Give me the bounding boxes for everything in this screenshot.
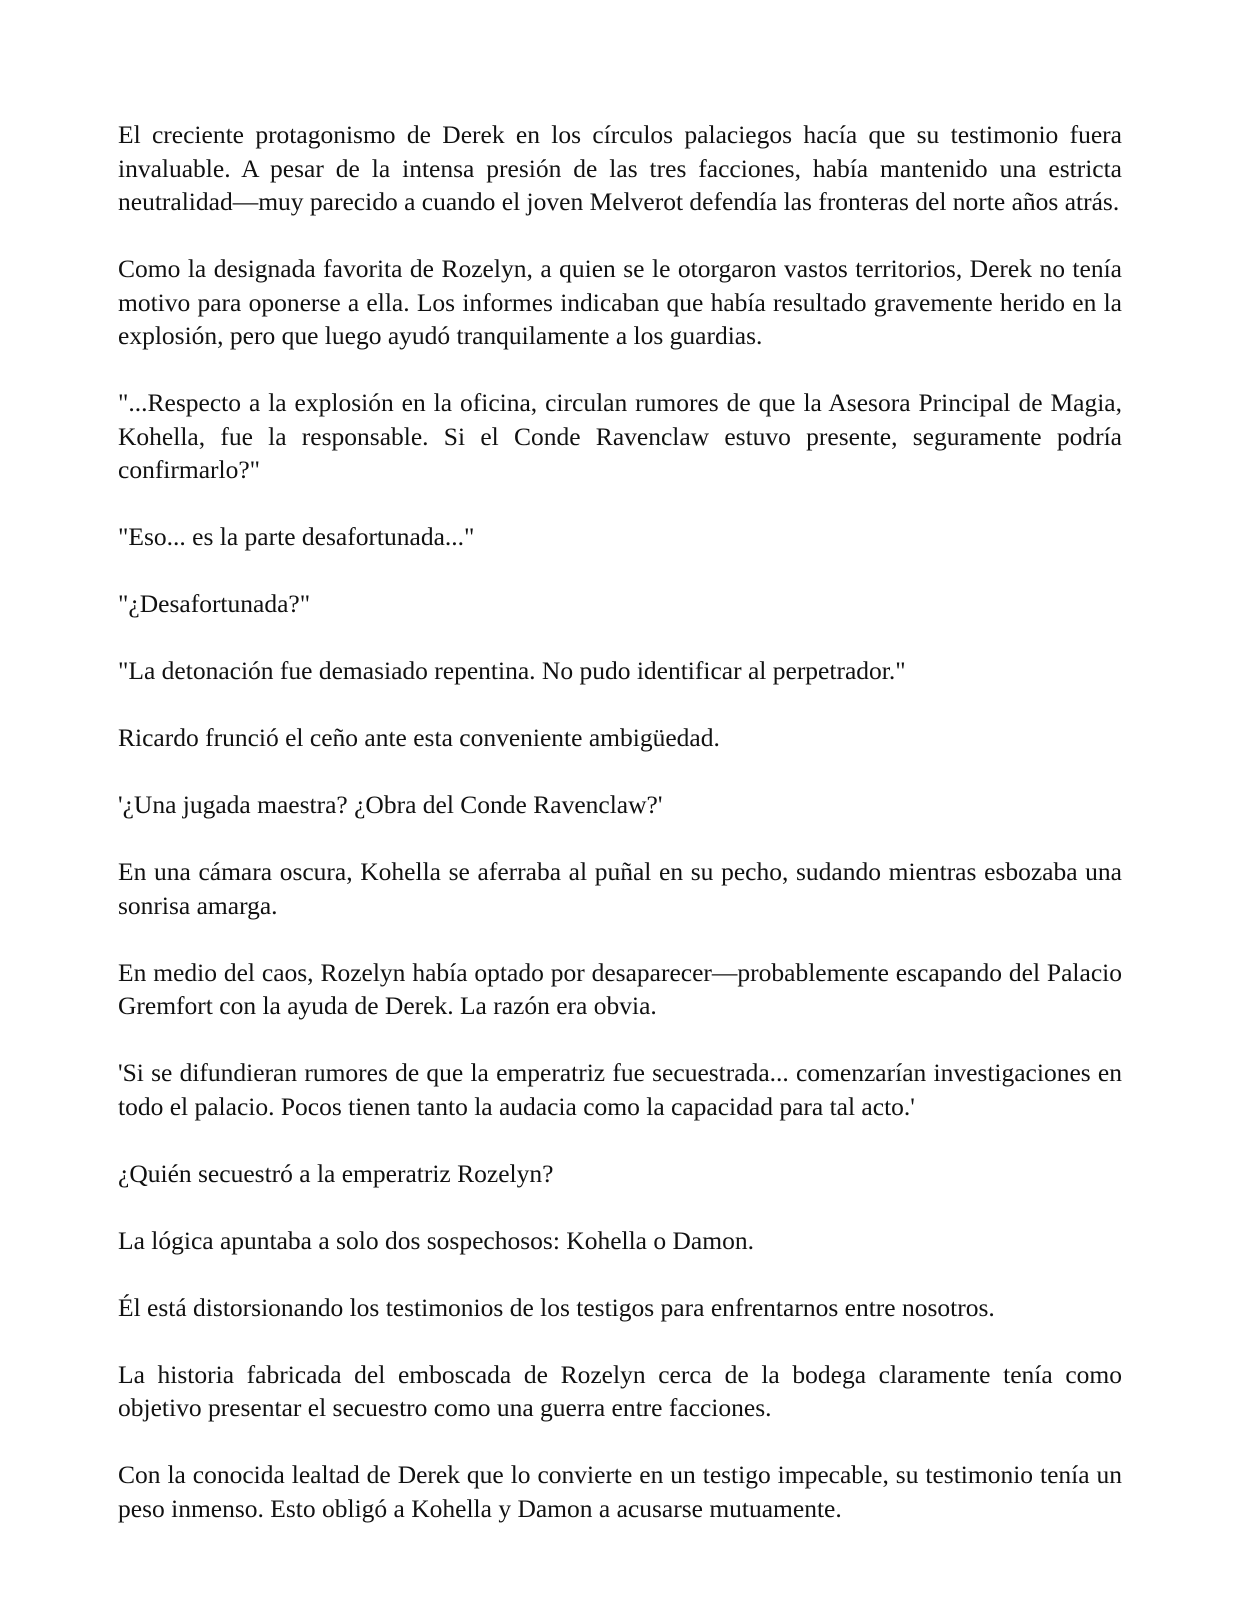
paragraph: En medio del caos, Rozelyn había optado por desaparecer—probablemente escapando del Palacio Gremfort con la ayuda de Derek. La razón era obvia. [118, 957, 1122, 1020]
paragraph: '¿Una jugada maestra? ¿Obra del Conde Ravenclaw?' [118, 790, 663, 819]
paragraph: "¿Desafortunada?" [118, 589, 311, 618]
paragraph: Como la designada favorita de Rozelyn, a quien se le otorgaron vastos territorios, Derek no tenía motivo para oponerse a ella. Los informes indicaban que había resultado gravemente herido en la explosión, pero que luego ayudó tranquilamente a los guardias. [118, 254, 1122, 350]
paragraph: El creciente protagonismo de Derek en los círculos palaciegos hacía que su testimonio fuera invaluable. A pesar de la intensa presión de las tres facciones, había mantenido una estricta neutralidad—muy parecido a cuando el joven Melverot defendía las fronteras del norte años atrás. [118, 120, 1122, 216]
document-body [118, 118, 1122, 1559]
paragraph: "La detonación fue demasiado repentina. No pudo identificar al perpetrador." [118, 656, 906, 685]
paragraph: Con la conocida lealtad de Derek que lo convierte en un testigo impecable, su testimonio tenía un peso inmenso. Esto obligó a Kohella y Damon a acusarse mutuamente. [118, 1460, 1122, 1523]
paragraph: ¿Quién secuestró a la emperatriz Rozelyn? [118, 1158, 554, 1188]
paragraph: La lógica apuntaba a solo dos sospechosos: Kohella o Damon. [118, 1225, 754, 1255]
paragraph: Ricardo frunció el ceño ante esta conveniente ambigüedad. [118, 723, 720, 752]
paragraph: Él está distorsionando los testimonios de los testigos para enfrentarnos entre nosotros. [118, 1292, 995, 1322]
paragraph: En una cámara oscura, Kohella se aferraba al puñal en su pecho, sudando mientras esbozaba una sonrisa amarga. [118, 857, 1122, 920]
paragraph: La historia fabricada del emboscada de Rozelyn cerca de la bodega claramente tenía como objetivo presentar el secuestro como una guerra entre facciones. [118, 1359, 1122, 1422]
paragraph: 'Si se difundieran rumores de que la emperatriz fue secuestrada... comenzarían investigaciones en todo el palacio. Pocos tienen tanto la audacia como la capacidad para tal acto.' [118, 1058, 1122, 1121]
paragraph: "...Respecto a la explosión en la oficina, circulan rumores de que la Asesora Principal de Magia, Kohella, fue la responsable. Si el Conde Ravenclaw estuvo presente, seguramente podría confirmarlo?" [118, 388, 1122, 484]
paragraph: "Eso... es la parte desafortunada..." [118, 522, 475, 551]
